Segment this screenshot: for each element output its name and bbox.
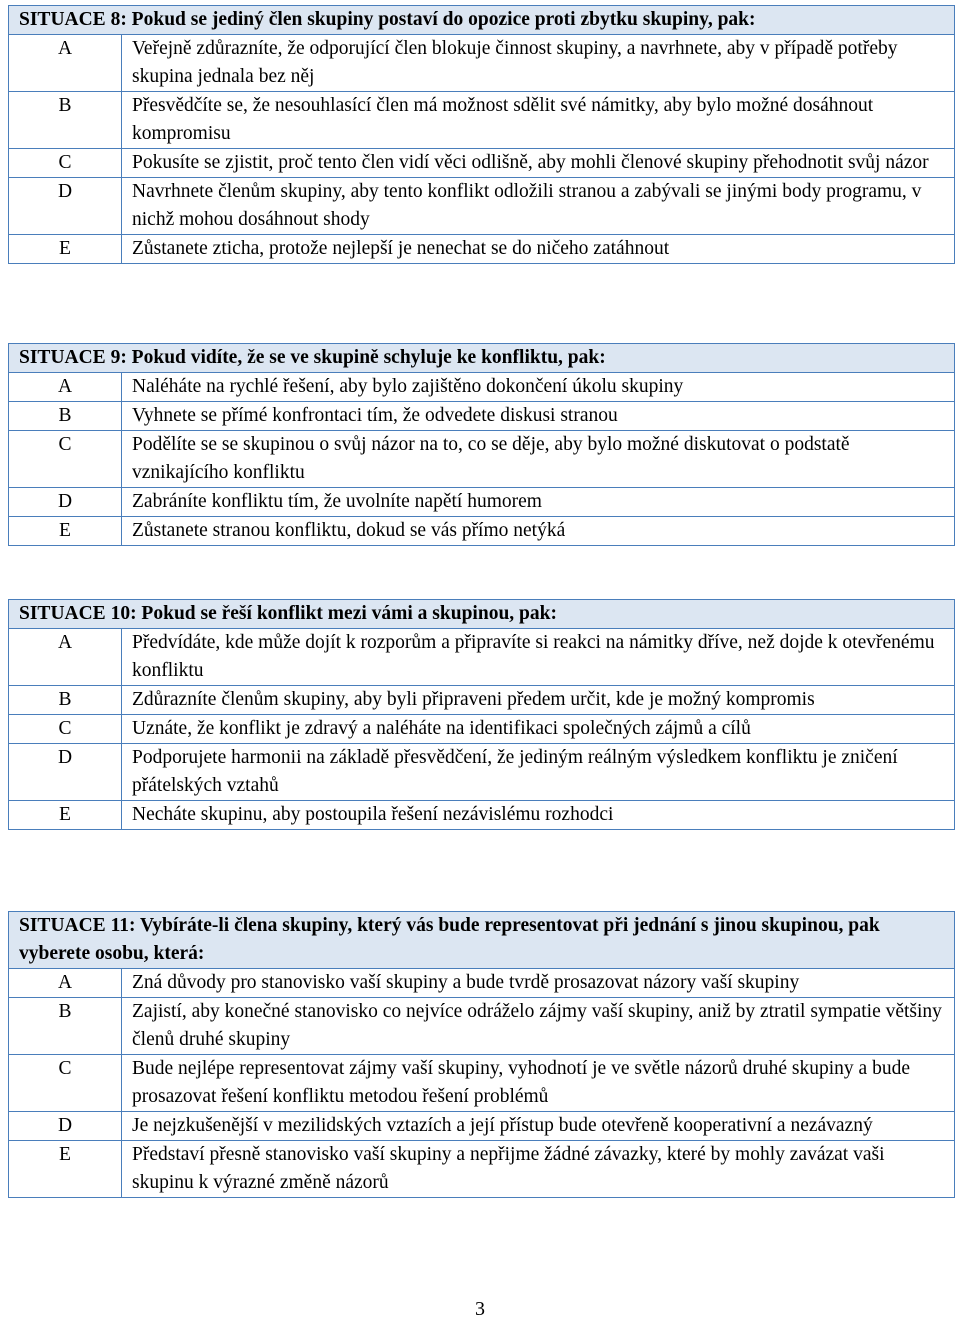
situation-10-table bbox=[8, 599, 955, 830]
option-letter: C bbox=[9, 1055, 122, 1112]
option-letter: B bbox=[9, 686, 122, 715]
option-text: Zůstanete zticha, protože nejlepší je nenechat se do ničeho zatáhnout bbox=[122, 235, 955, 264]
situation-header: SITUACE 8: Pokud se jediný člen skupiny postaví do opozice proti zbytku skupiny, pak: bbox=[9, 6, 955, 35]
situation-9-table bbox=[8, 343, 955, 546]
option-letter: B bbox=[9, 402, 122, 431]
option-row-a bbox=[9, 629, 955, 686]
situation-header-row bbox=[9, 6, 955, 35]
situation-11-table bbox=[8, 911, 955, 1198]
option-letter: E bbox=[9, 1141, 122, 1198]
option-row-d bbox=[9, 178, 955, 235]
option-letter: D bbox=[9, 1112, 122, 1141]
option-letter: B bbox=[9, 998, 122, 1055]
option-text: Navrhnete členům skupiny, aby tento konflikt odložili stranou a zabývali se jinými body programu, v nichž mohou dosáhnout shody bbox=[122, 178, 955, 235]
option-letter: A bbox=[9, 629, 122, 686]
option-row-a bbox=[9, 35, 955, 92]
option-row-e bbox=[9, 517, 955, 546]
option-text: Zabráníte konfliktu tím, že uvolníte napětí humorem bbox=[122, 488, 955, 517]
option-row-e bbox=[9, 235, 955, 264]
option-letter: D bbox=[9, 488, 122, 517]
option-letter: E bbox=[9, 801, 122, 830]
option-text: Předvídáte, kde může dojít k rozporům a připravíte si reakci na námitky dříve, než dojde k otevřenému konfliktu bbox=[122, 629, 955, 686]
option-text: Představí přesně stanovisko vaší skupiny a nepřijme žádné závazky, které by mohly zavázat vaši skupinu k výrazné změně názorů bbox=[122, 1141, 955, 1198]
option-row-e bbox=[9, 1141, 955, 1198]
option-row-c bbox=[9, 715, 955, 744]
option-text: Zajistí, aby konečné stanovisko co nejvíce odráželo zájmy vaší skupiny, aniž by ztratil sympatie většiny členů druhé skupiny bbox=[122, 998, 955, 1055]
option-text: Přesvědčíte se, že nesouhlasící člen má možnost sdělit své námitky, aby bylo možné dosáhnout kompromisu bbox=[122, 92, 955, 149]
option-row-a bbox=[9, 373, 955, 402]
option-row-c bbox=[9, 1055, 955, 1112]
option-letter: D bbox=[9, 178, 122, 235]
situation-header-row bbox=[9, 912, 955, 969]
option-text: Naléháte na rychlé řešení, aby bylo zajištěno dokončení úkolu skupiny bbox=[122, 373, 955, 402]
option-row-b bbox=[9, 92, 955, 149]
option-text: Vyhnete se přímé konfrontaci tím, že odvedete diskusi stranou bbox=[122, 402, 955, 431]
situation-header: SITUACE 9: Pokud vidíte, že se ve skupině schyluje ke konfliktu, pak: bbox=[9, 344, 955, 373]
situation-header: SITUACE 11: Vybíráte-li člena skupiny, který vás bude representovat při jednání s jinou skupinou, pak vyberete osobu, která: bbox=[9, 912, 955, 969]
option-text: Zná důvody pro stanovisko vaší skupiny a bude tvrdě prosazovat názory vaší skupiny bbox=[122, 969, 955, 998]
option-row-a bbox=[9, 969, 955, 998]
option-letter: A bbox=[9, 969, 122, 998]
option-letter: C bbox=[9, 431, 122, 488]
option-row-b bbox=[9, 402, 955, 431]
option-row-b bbox=[9, 686, 955, 715]
option-letter: C bbox=[9, 149, 122, 178]
option-letter: B bbox=[9, 92, 122, 149]
option-text: Veřejně zdůrazníte, že odporující člen blokuje činnost skupiny, a navrhnete, aby v případě potřeby skupina jednala bez něj bbox=[122, 35, 955, 92]
situation-header-row bbox=[9, 600, 955, 629]
option-text: Podělíte se se skupinou o svůj názor na to, co se děje, aby bylo možné diskutovat o podstatě vznikajícího konfliktu bbox=[122, 431, 955, 488]
option-text: Necháte skupinu, aby postoupila řešení nezávislému rozhodci bbox=[122, 801, 955, 830]
option-text: Pokusíte se zjistit, proč tento člen vidí věci odlišně, aby mohli členové skupiny přehodnotit svůj názor bbox=[122, 149, 955, 178]
option-text: Podporujete harmonii na základě přesvědčení, že jediným reálným výsledkem konfliktu je zničení přátelských vztahů bbox=[122, 744, 955, 801]
option-letter: E bbox=[9, 517, 122, 546]
option-text: Bude nejlépe representovat zájmy vaší skupiny, vyhodnotí je ve světle názorů druhé skupiny a bude prosazovat řešení konfliktu metodou řešení problémů bbox=[122, 1055, 955, 1112]
option-text: Zdůrazníte členům skupiny, aby byli připraveni předem určit, kde je možný kompromis bbox=[122, 686, 955, 715]
situation-8-table bbox=[8, 5, 955, 264]
option-row-b bbox=[9, 998, 955, 1055]
option-text: Je nejzkušenější v mezilidských vztazích a její přístup bude otevřeně kooperativní a nezávazný bbox=[122, 1112, 955, 1141]
option-row-d bbox=[9, 744, 955, 801]
situation-header-row bbox=[9, 344, 955, 373]
option-text: Zůstanete stranou konfliktu, dokud se vás přímo netýká bbox=[122, 517, 955, 546]
situation-header: SITUACE 10: Pokud se řeší konflikt mezi vámi a skupinou, pak: bbox=[9, 600, 955, 629]
option-row-d bbox=[9, 488, 955, 517]
option-letter: D bbox=[9, 744, 122, 801]
option-row-c bbox=[9, 431, 955, 488]
option-letter: E bbox=[9, 235, 122, 264]
option-letter: A bbox=[9, 35, 122, 92]
option-row-c bbox=[9, 149, 955, 178]
page-number: 3 bbox=[475, 1298, 485, 1320]
option-row-e bbox=[9, 801, 955, 830]
option-text: Uznáte, že konflikt je zdravý a naléháte na identifikaci společných zájmů a cílů bbox=[122, 715, 955, 744]
option-letter: A bbox=[9, 373, 122, 402]
option-letter: C bbox=[9, 715, 122, 744]
option-row-d bbox=[9, 1112, 955, 1141]
